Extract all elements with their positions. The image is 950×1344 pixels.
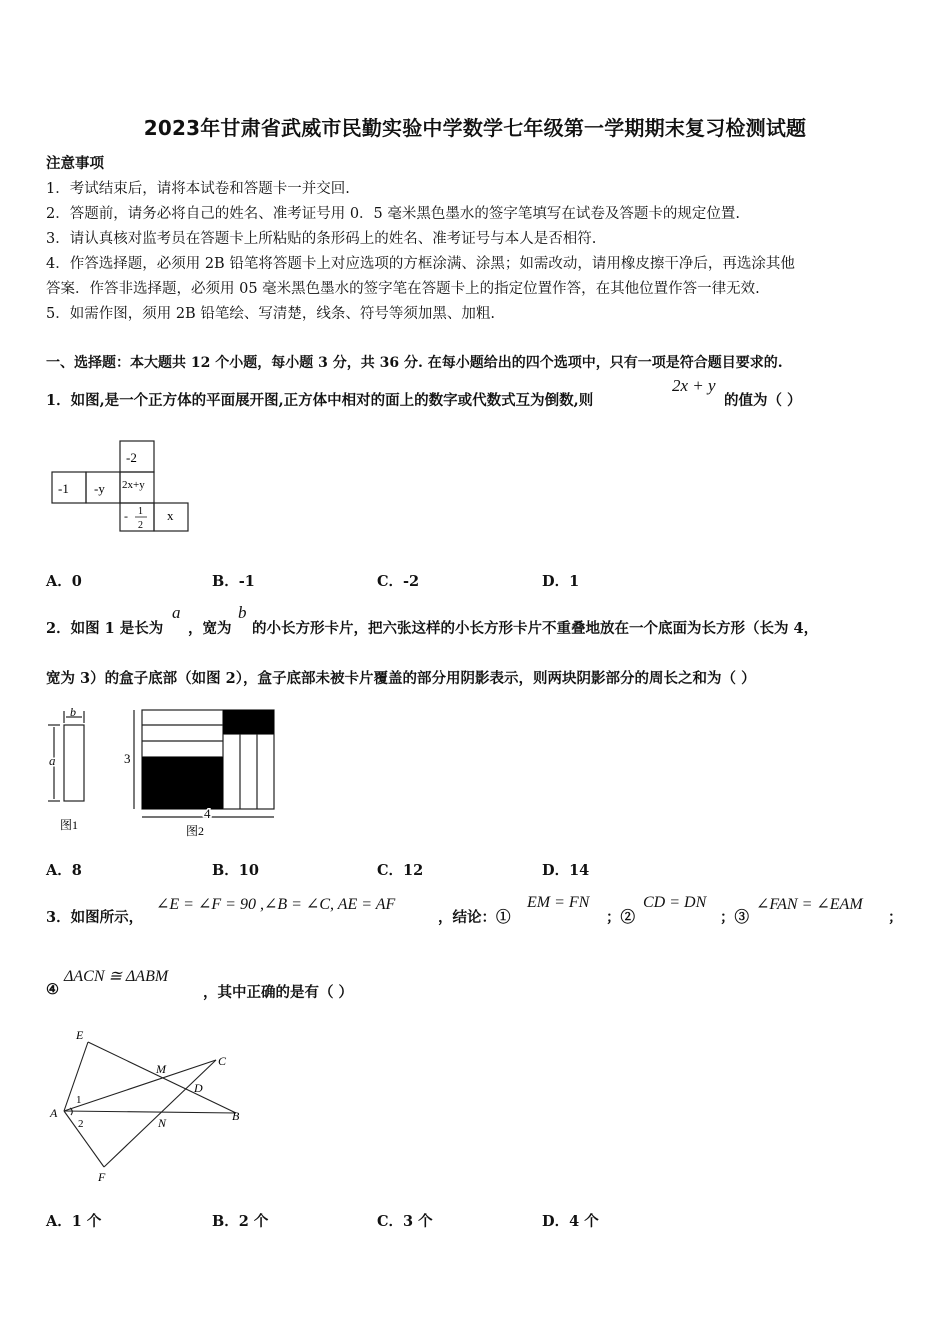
fig1-caption: 图1 [60,818,79,832]
fig2-w: 4 [204,806,211,821]
q1-option-c[interactable]: C．-2 [377,573,420,590]
q2-option-a[interactable]: A．8 [46,862,82,879]
q3-c3: ∠FAN = ∠EAM [756,896,863,913]
cube-net-figure [50,438,195,533]
q3-c1: EM = FN [527,894,590,911]
q2-text-c: 的小长方形卡片，把六张这样的小长方形卡片不重叠地放在一个底面为长方形（长为 4， [252,620,819,637]
note-item-2: 2．答题前，请务必将自己的姓名、准考证号用 0．5 毫米黑色墨水的签字笔填写在试卷及答题卡的规定位置. [46,206,740,222]
q3-option-b[interactable]: B．2 个 [212,1213,269,1230]
q2-var-b: b [238,603,247,622]
q3-option-c[interactable]: C．3 个 [377,1213,433,1230]
net-top: -2 [126,450,137,465]
note-item-3: 3．请认真核对监考员在答题卡上所粘贴的条形码上的姓名、准考证号与本人是否相符. [46,231,597,247]
note-item-5: 5．如需作图，须用 2B 铅笔绘、写清楚，线条、符号等须加黑、加粗. [46,306,495,322]
fig2-caption: 图2 [186,824,205,838]
q2-figure-2 [120,705,285,843]
net-center: 2x+y [122,479,145,491]
label-E: E [76,1028,84,1042]
q2-option-b[interactable]: B．10 [212,862,259,879]
q2-line2: 宽为 3）的盒子底部（如图 2），盒子底部未被卡片覆盖的部分用阴影表示，则两块阴影部分的周长之和为（ ） [46,670,756,687]
note-item-4-cont: 答案．作答非选择题，必须用 05 毫米黑色墨水的签字笔在答题卡上的指定位置作答，在其他位置作答一律无效. [46,281,760,297]
label-M: M [156,1062,166,1076]
q3-option-a[interactable]: A．1 个 [46,1213,102,1230]
angle-1: 1 [76,1094,82,1106]
shadow-left [142,757,223,809]
net-frac-num: 1 [138,506,143,517]
label-D: D [194,1081,203,1095]
label-F: F [98,1170,106,1184]
note-item-1: 1．考试结束后，请将本试卷和答题卡一并交回. [46,181,350,197]
q3-tail: ，其中正确的是有（ ） [203,984,354,1001]
q3-option-d[interactable]: D．4 个 [542,1213,599,1230]
net-right: x [167,508,174,523]
q1-option-a[interactable]: A．0 [46,573,82,590]
fig2-h: 3 [124,751,131,766]
label-N: N [158,1116,167,1130]
q2-text-a: 2．如图 1 是长为 [46,620,164,637]
net-frac-minus: - [124,509,128,523]
q1-tail: 的值为（ ） [724,392,802,409]
label-C: C [218,1054,227,1068]
q3-geometry-figure [46,1025,256,1185]
q2-option-c[interactable]: C．12 [377,862,424,879]
q3-c2: CD = DN [643,894,707,911]
q1-option-d[interactable]: D．1 [542,573,580,590]
label-A: A [50,1106,58,1120]
q3-c4-label: ④ [46,981,59,998]
fig1-a: a [49,753,56,768]
q2-option-d[interactable]: D．14 [542,862,590,879]
q3-text: 3．如图所示， [46,909,144,926]
angle-2: 2 [78,1118,84,1130]
section-heading: 一、选择题：本大题共 12 个小题，每小题 3 分，共 36 分. 在每小题给出的四个选项中，只有一项是符合题目要求的. [46,355,783,371]
q2-figure-1 [44,705,104,835]
q2-var-a: a [172,603,181,622]
q3-sep2: ；② [606,909,635,926]
page-title: 2023年甘肃省武威市民勤实验中学数学七年级第一学期期末复习检测试题 [143,116,807,140]
note-item-4: 4．作答选择题，必须用 2B 铅笔将答题卡上对应选项的方框涂满、涂黑；如需改动，请用橡皮擦干净后，再选涂其他 [46,256,795,272]
q1-expression: 2x + y [672,376,716,395]
q3-sep4: ； [888,909,903,926]
label-B: B [232,1109,240,1123]
net-frac-den: 2 [138,520,143,531]
net-left1: -1 [58,481,69,496]
net-left2: -y [94,481,105,496]
shadow-right [223,710,274,734]
q2-text-b: ，宽为 [188,620,232,637]
fig1-b: b [70,705,76,719]
q1-text: 1．如图,是一个正方体的平面展开图,正方体中相对的面上的数字或代数式互为倒数,则 [46,392,594,409]
q3-condition: ∠E = ∠F = 90 ,∠B = ∠C, AE = AF [156,896,396,913]
q3-c4: ΔACN ≅ ΔABM [64,968,169,985]
q3-conclusion-label: ，结论：① [438,909,511,926]
q1-option-b[interactable]: B．-1 [212,573,255,590]
q3-sep3: ；③ [720,909,749,926]
notes-heading: 注意事项 [46,155,104,172]
